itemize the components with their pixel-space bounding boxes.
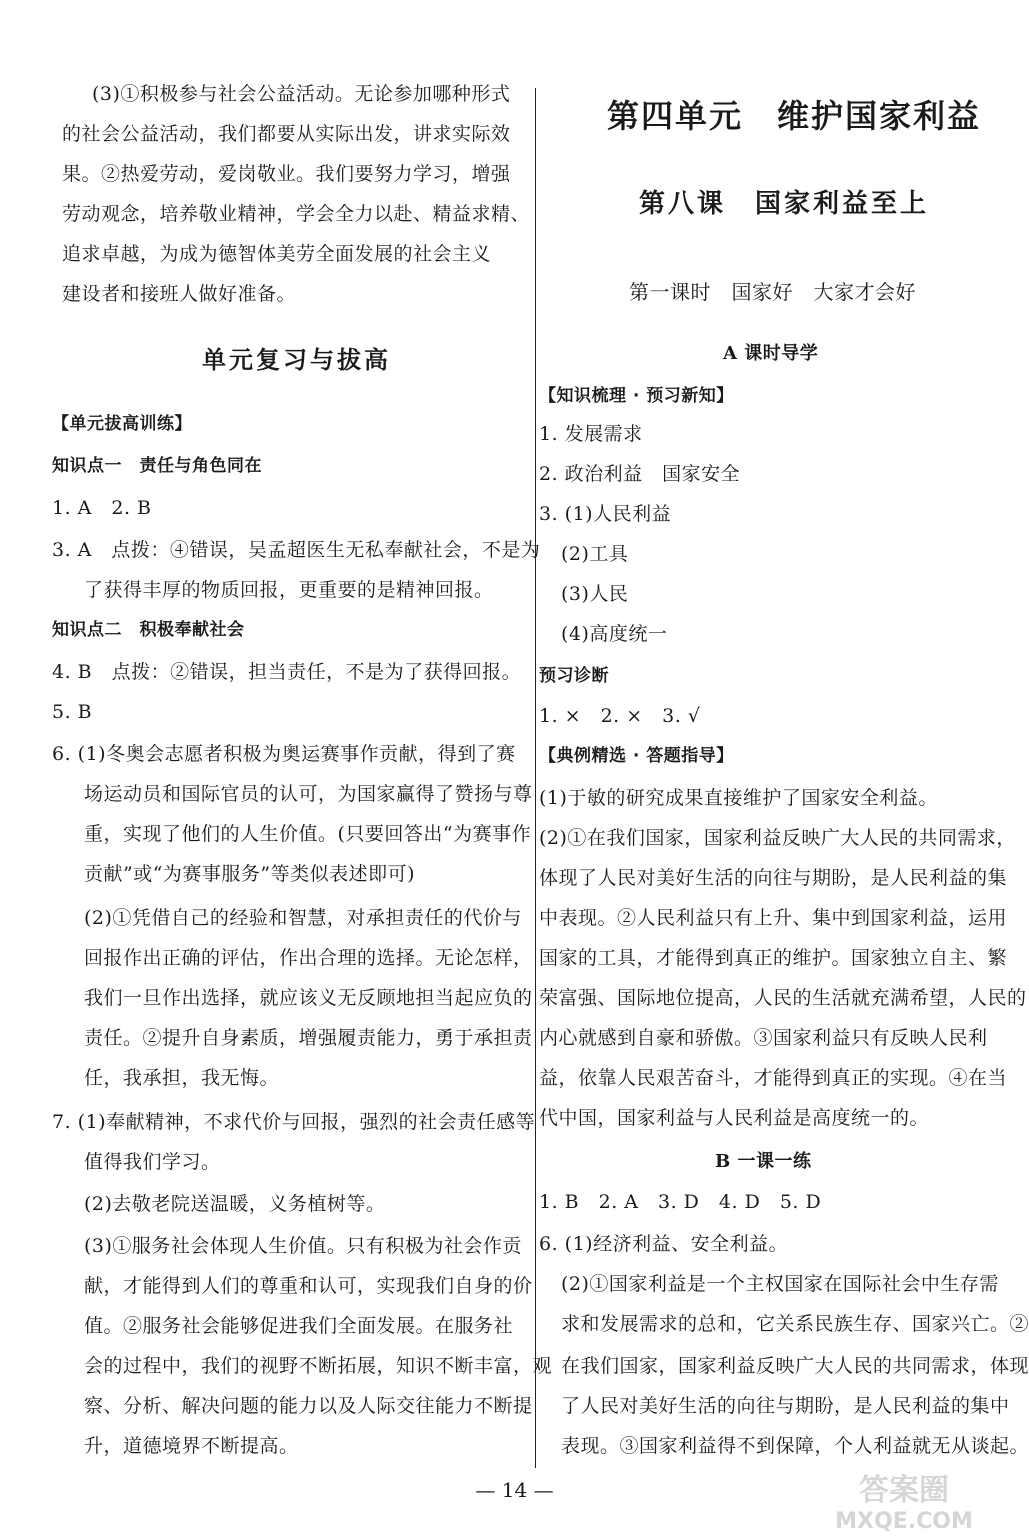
- example-label: 【典例精选 · 答题指导】: [539, 746, 734, 766]
- answer-line: (3)①服务社会体现人生价值。只有积极为社会作贡: [84, 1235, 522, 1257]
- answer-line: 值。②服务社会能够促进我们全面发展。在服务社: [84, 1315, 514, 1337]
- answer-line: 内心就感到自豪和骄傲。③国家利益只有反映人民利: [539, 1027, 988, 1049]
- text-line: 果。②热爱劳动，爱岗敬业。我们要努力学习，增强: [62, 163, 511, 185]
- answer-line: 回报作出正确的评估，作出合理的选择。无论怎样，: [84, 947, 533, 969]
- answer-line: (2)①国家利益是一个主权国家在国际社会中生存需: [561, 1273, 999, 1295]
- review-title: 单元复习与拔高: [202, 345, 391, 374]
- answer-line: (3)人民: [561, 583, 629, 605]
- answer-line: 献，才能得到人们的尊重和认可，实现我们自身的价: [84, 1275, 533, 1297]
- watermark-url-text: MXQE.COM: [835, 1509, 973, 1534]
- answer-line: (2)工具: [561, 543, 629, 565]
- answer-line: (2)去敬老院送温暖，义务植树等。: [84, 1193, 386, 1215]
- training-label: 【单元拔高训练】: [52, 414, 192, 434]
- answer-line: 1. A 2. B: [52, 497, 152, 519]
- answer-line: 场运动员和国际官员的认可，为国家赢得了赞扬与尊: [84, 783, 533, 805]
- answer-line: 察、分析、解决问题的能力以及人际交往能力不断提: [84, 1395, 533, 1417]
- text-line: 追求卓越，为成为德智体美劳全面发展的社会主义: [62, 243, 492, 265]
- answer-line: 任，我承担，我无悔。: [84, 1067, 280, 1089]
- answer-line: 了获得丰厚的物质回报，更重要的是精神回报。: [84, 579, 494, 601]
- answer-line: 3. A 点拨：④错误，吴孟超医生无私奉献社会，不是为: [52, 539, 541, 561]
- answer-line: 1. × 2. × 3. √: [539, 705, 701, 727]
- answer-line: (4)高度统一: [561, 623, 668, 645]
- page-number: — 14 —: [475, 1478, 554, 1502]
- answer-line: 5. B: [52, 701, 93, 723]
- answer-line: 4. B 点拨：②错误，担当责任，不是为了获得回报。: [52, 661, 522, 683]
- answer-line: 值得我们学习。: [84, 1151, 221, 1173]
- period-title: 第一课时 国家好 大家才会好: [629, 280, 916, 304]
- text-line: 劳动观念，培养敬业精神，学会全力以赴、精益求精、: [62, 203, 531, 225]
- column-divider: [535, 88, 536, 1468]
- watermark-cn-text: 答案圈: [859, 1473, 949, 1508]
- answer-line: 中表现。②人民利益只有上升、集中到国家利益，运用: [539, 907, 1008, 929]
- knowledge-point-2: 知识点二 积极奉献社会: [52, 620, 245, 640]
- answer-line: 在我们国家，国家利益反映广大人民的共同需求，体现: [561, 1355, 1029, 1377]
- answer-line: 重，实现了他们的人生价值。(只要回答出“为赛事作: [84, 823, 532, 845]
- answer-line: 7. (1)奉献精神，不求代价与回报，强烈的社会责任感等: [52, 1111, 536, 1133]
- preview-label: 预习诊断: [539, 666, 609, 686]
- answer-line: 升，道德境界不断提高。: [84, 1435, 299, 1457]
- unit-title: 第四单元 维护国家利益: [607, 97, 982, 135]
- lesson-title: 第八课 国家利益至上: [639, 189, 930, 219]
- text-line: 建设者和接班人做好准备。: [62, 283, 297, 305]
- answer-line: 表现。③国家利益得不到保障，个人利益就无从谈起。: [561, 1435, 1029, 1457]
- answer-line: 我们一旦作出选择，就应该义无反顾地担当起应负的: [84, 987, 533, 1009]
- text-line: (3)①积极参与社会公益活动。无论参加哪种形式: [92, 83, 511, 105]
- answer-line: 体现了人民对美好生活的向往与期盼，是人民利益的集: [539, 867, 1008, 889]
- knowledge-label: 【知识梳理 · 预习新知】: [539, 386, 734, 406]
- text-line: 的社会公益活动，我们都要从实际出发，讲求实际效: [62, 123, 511, 145]
- answer-line: 求和发展需求的总和，它关系民族生存、国家兴亡。②: [561, 1313, 1029, 1335]
- answer-line: 益，依靠人民艰苦奋斗，才能得到真正的实现。④在当: [539, 1067, 1008, 1089]
- watermark-logo-icon: [799, 1468, 1009, 1534]
- answer-line: (2)①在我们国家，国家利益反映广大人民的共同需求，: [539, 827, 1016, 849]
- section-a-heading: A 课时导学: [723, 343, 819, 364]
- answer-line: 6. (1)冬奥会志愿者积极为奥运赛事作贡献，得到了赛: [52, 743, 516, 765]
- answer-line: 1. B 2. A 3. D 4. D 5. D: [539, 1191, 822, 1213]
- answer-line: (2)①凭借自己的经验和智慧，对承担责任的代价与: [84, 907, 522, 929]
- answer-line: 荣富强、国际地位提高，人民的生活就充满希望，人民的: [539, 987, 1027, 1009]
- answer-line: 3. (1)人民利益: [539, 503, 672, 525]
- knowledge-point-1: 知识点一 责任与角色同在: [52, 456, 262, 476]
- answer-line: 了人民对美好生活的向往与期盼，是人民利益的集中: [561, 1395, 1010, 1417]
- answer-line: 会的过程中，我们的视野不断拓展，知识不断丰富，观: [84, 1355, 553, 1377]
- answer-line: 责任。②提升自身素质，增强履责能力，勇于承担责: [84, 1027, 533, 1049]
- answer-line: 代中国，国家利益与人民利益是高度统一的。: [539, 1107, 930, 1129]
- answer-line: (1)于敏的研究成果直接维护了国家安全利益。: [539, 787, 938, 809]
- section-b-heading: B 一课一练: [715, 1151, 812, 1172]
- answer-line: 2. 政治利益 国家安全: [539, 463, 741, 485]
- answer-line: 6. (1)经济利益、安全利益。: [539, 1233, 789, 1255]
- answer-line: 1. 发展需求: [539, 423, 643, 445]
- answer-line: 贡献”或“为赛事服务”等类似表述即可): [84, 863, 416, 885]
- answer-line: 国家的工具，才能得到真正的维护。国家独立自主、繁: [539, 947, 1008, 969]
